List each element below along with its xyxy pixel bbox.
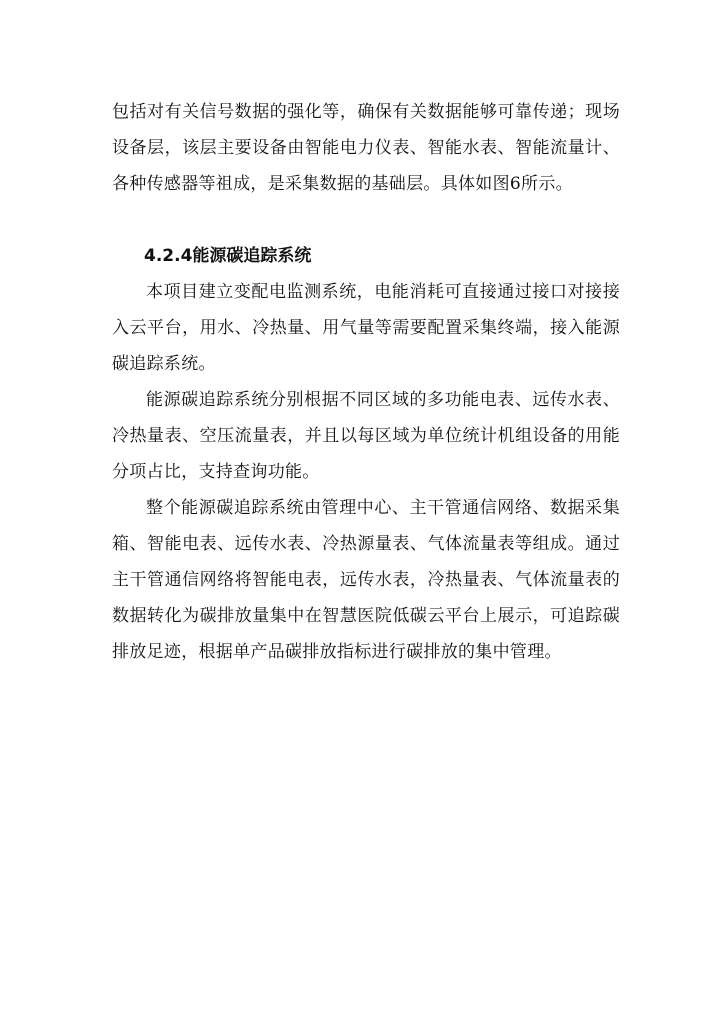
document-body: [112, 94, 620, 670]
body-paragraph: 本项目建立变配电监测系统，电能消耗可直接通过接口对接接入云平台，用水、冷热量、用气量等需要配置采集终端，接入能源碳追踪系统。: [112, 282, 620, 374]
body-paragraph: 整个能源碳追踪系统由管理中心、主干管通信网络、数据采集箱、智能电表、远传水表、冷热源量表、气体流量表等组成。通过主干管通信网络将智能电表，远传水表，冷热量表、气体流量表的数据转化为碳排放量集中在智慧医院低碳云平台上展示，可追踪碳排放足迹，根据单产品碳排放指标进行碳排放的集中管理。: [112, 498, 620, 662]
body-paragraph: 能源碳追踪系统分别根据不同区域的多功能电表、远传水表、冷热量表、空压流量表，并且以每区域为单位统计机组设备的用能分项占比，支持查询功能。: [112, 390, 620, 482]
intro-paragraph: 包括对有关信号数据的强化等，确保有关数据能够可靠传递；现场设备层，该层主要设备由智能电力仪表、智能水表、智能流量计、各种传感器等祖成，是采集数据的基础层。具体如图6所示。: [112, 102, 620, 194]
section-heading: 4.2.4能源碳追踪系统: [144, 246, 312, 266]
